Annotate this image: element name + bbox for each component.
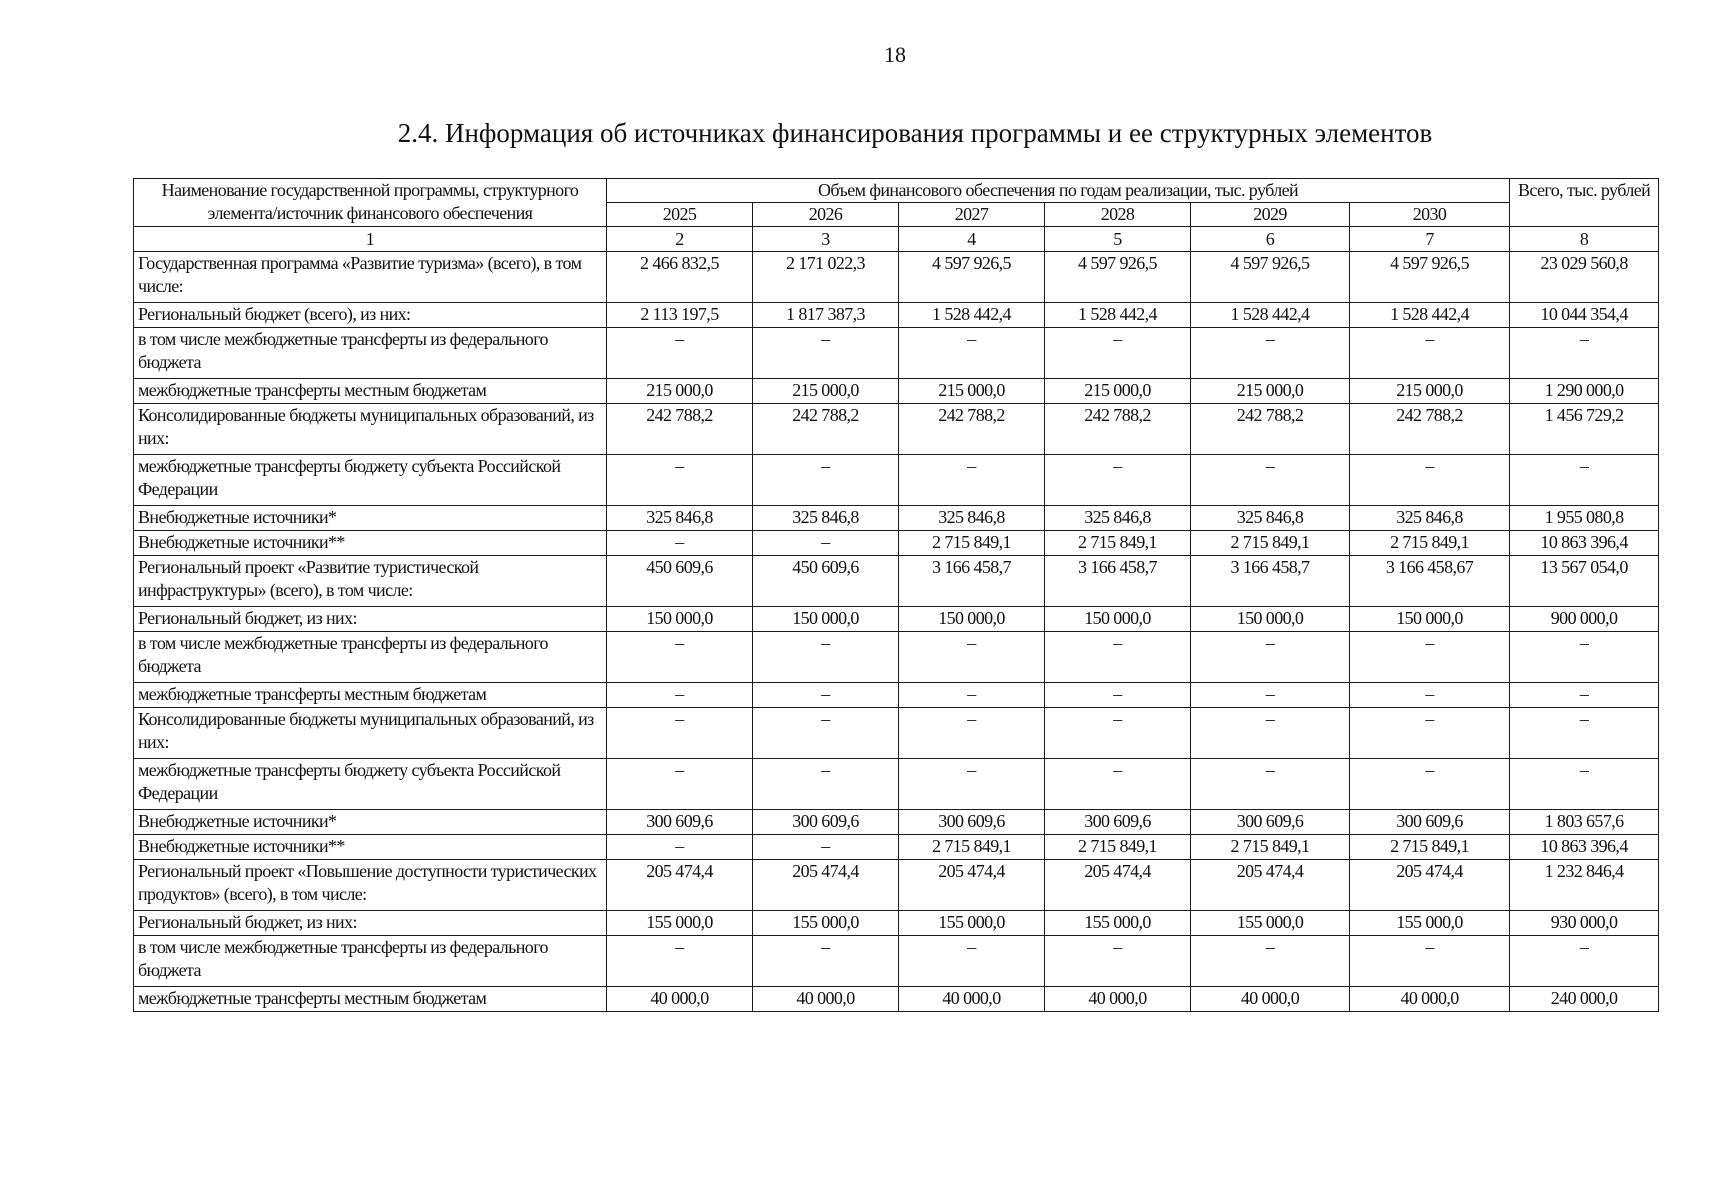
row-value-cell: 2 715 849,1 — [899, 835, 1045, 860]
row-total-cell: 240 000,0 — [1510, 987, 1659, 1012]
row-label: в том числе межбюджетные трансферты из федерального бюджета — [134, 632, 607, 683]
row-label: Региональный бюджет, из них: — [134, 607, 607, 632]
row-value-cell: 4 597 926,5 — [1191, 252, 1350, 303]
row-total-cell: 10 863 396,4 — [1510, 531, 1659, 556]
row-value-cell: 215 000,0 — [899, 379, 1045, 404]
table-row — [134, 759, 1659, 810]
row-total-cell: 10 863 396,4 — [1510, 835, 1659, 860]
row-value-cell: 155 000,0 — [1191, 911, 1350, 936]
page-number: 18 — [884, 42, 906, 67]
row-value-cell: 325 846,8 — [753, 506, 899, 531]
row-value-cell: – — [753, 328, 899, 379]
row-value-cell: 150 000,0 — [753, 607, 899, 632]
row-total-cell: – — [1510, 455, 1659, 506]
table-row — [134, 835, 1659, 860]
row-value-cell: 150 000,0 — [899, 607, 1045, 632]
table-row — [134, 303, 1659, 328]
row-value-cell: 150 000,0 — [1350, 607, 1510, 632]
column-number: 8 — [1510, 227, 1659, 252]
table-row — [134, 708, 1659, 759]
column-number: 4 — [899, 227, 1045, 252]
table-row — [134, 683, 1659, 708]
row-label: Консолидированные бюджеты муниципальных образований, из них: — [134, 404, 607, 455]
column-number: 5 — [1045, 227, 1191, 252]
row-value-cell: 325 846,8 — [899, 506, 1045, 531]
row-value-cell: – — [1350, 759, 1510, 810]
row-total-cell: 930 000,0 — [1510, 911, 1659, 936]
row-value-cell: 2 715 849,1 — [1045, 835, 1191, 860]
row-value-cell: – — [1191, 455, 1350, 506]
row-value-cell: 205 474,4 — [1045, 860, 1191, 911]
row-value-cell: 215 000,0 — [1045, 379, 1191, 404]
row-value-cell: 3 166 458,7 — [1045, 556, 1191, 607]
row-value-cell: – — [1350, 328, 1510, 379]
header-year: 2027 — [899, 203, 1045, 227]
row-total-cell: 1 803 657,6 — [1510, 810, 1659, 835]
header-year: 2028 — [1045, 203, 1191, 227]
row-value-cell: 4 597 926,5 — [1350, 252, 1510, 303]
row-value-cell: – — [899, 632, 1045, 683]
row-value-cell: – — [899, 759, 1045, 810]
row-value-cell: 3 166 458,67 — [1350, 556, 1510, 607]
row-label: Консолидированные бюджеты муниципальных образований, из них: — [134, 708, 607, 759]
row-value-cell: 40 000,0 — [1191, 987, 1350, 1012]
row-value-cell: 155 000,0 — [899, 911, 1045, 936]
row-value-cell: 2 715 849,1 — [1191, 531, 1350, 556]
header-total-column: Всего, тыс. рублей — [1510, 179, 1659, 227]
header-year: 2025 — [607, 203, 753, 227]
row-value-cell: 325 846,8 — [1350, 506, 1510, 531]
row-value-cell: 40 000,0 — [1045, 987, 1191, 1012]
column-number: 3 — [753, 227, 899, 252]
row-label: Внебюджетные источники** — [134, 835, 607, 860]
table-row — [134, 936, 1659, 987]
row-value-cell: – — [753, 632, 899, 683]
table-row — [134, 455, 1659, 506]
row-value-cell: 40 000,0 — [753, 987, 899, 1012]
row-value-cell: 155 000,0 — [753, 911, 899, 936]
table-row — [134, 911, 1659, 936]
row-value-cell: – — [899, 936, 1045, 987]
row-value-cell: – — [753, 683, 899, 708]
row-value-cell: – — [607, 683, 753, 708]
row-value-cell: 215 000,0 — [1191, 379, 1350, 404]
row-value-cell: – — [607, 708, 753, 759]
table-body — [134, 252, 1659, 1012]
row-value-cell: 215 000,0 — [1350, 379, 1510, 404]
row-label: Региональный проект «Повышение доступности туристических продуктов» (всего), в том числе: — [134, 860, 607, 911]
row-value-cell: – — [607, 328, 753, 379]
row-value-cell: – — [1350, 683, 1510, 708]
row-total-cell: 900 000,0 — [1510, 607, 1659, 632]
financing-table — [133, 178, 1659, 1012]
row-value-cell: 2 715 849,1 — [1350, 835, 1510, 860]
row-value-cell: 300 609,6 — [1045, 810, 1191, 835]
header-year: 2026 — [753, 203, 899, 227]
row-label: Региональный бюджет, из них: — [134, 911, 607, 936]
header-year: 2030 — [1350, 203, 1510, 227]
row-value-cell: – — [1350, 936, 1510, 987]
row-label: в том числе межбюджетные трансферты из федерального бюджета — [134, 328, 607, 379]
row-value-cell: 2 715 849,1 — [899, 531, 1045, 556]
table-row — [134, 607, 1659, 632]
row-value-cell: – — [1191, 683, 1350, 708]
row-value-cell: 155 000,0 — [607, 911, 753, 936]
table-row — [134, 632, 1659, 683]
table-row — [134, 531, 1659, 556]
row-value-cell: 2 113 197,5 — [607, 303, 753, 328]
row-label: межбюджетные трансферты бюджету субъекта Российской Федерации — [134, 455, 607, 506]
row-total-cell: 1 955 080,8 — [1510, 506, 1659, 531]
row-value-cell: – — [1045, 936, 1191, 987]
row-value-cell: 205 474,4 — [1191, 860, 1350, 911]
row-label: Внебюджетные источники* — [134, 810, 607, 835]
row-value-cell: 3 166 458,7 — [899, 556, 1045, 607]
row-total-cell: – — [1510, 936, 1659, 987]
row-total-cell: – — [1510, 683, 1659, 708]
row-value-cell: 205 474,4 — [753, 860, 899, 911]
row-value-cell: 2 171 022,3 — [753, 252, 899, 303]
row-total-cell: – — [1510, 708, 1659, 759]
row-value-cell: – — [1045, 683, 1191, 708]
row-value-cell: 3 166 458,7 — [1191, 556, 1350, 607]
row-value-cell: – — [607, 632, 753, 683]
row-label: Внебюджетные источники* — [134, 506, 607, 531]
table-row — [134, 506, 1659, 531]
row-value-cell: 242 788,2 — [1191, 404, 1350, 455]
row-total-cell: 1 456 729,2 — [1510, 404, 1659, 455]
row-value-cell: – — [1191, 759, 1350, 810]
column-number: 7 — [1350, 227, 1510, 252]
row-value-cell: – — [607, 936, 753, 987]
row-value-cell: – — [607, 531, 753, 556]
row-value-cell: – — [899, 683, 1045, 708]
row-value-cell: – — [753, 759, 899, 810]
row-value-cell: – — [899, 328, 1045, 379]
row-value-cell: – — [753, 835, 899, 860]
row-value-cell: – — [1045, 708, 1191, 759]
row-total-cell: 1 290 000,0 — [1510, 379, 1659, 404]
row-value-cell: 215 000,0 — [753, 379, 899, 404]
row-value-cell: 2 715 849,1 — [1350, 531, 1510, 556]
row-value-cell: 205 474,4 — [1350, 860, 1510, 911]
row-value-cell: 242 788,2 — [607, 404, 753, 455]
row-label: Региональный бюджет (всего), из них: — [134, 303, 607, 328]
row-value-cell: 325 846,8 — [1045, 506, 1191, 531]
row-total-cell: – — [1510, 328, 1659, 379]
row-value-cell: 1 528 442,4 — [899, 303, 1045, 328]
row-value-cell: 242 788,2 — [753, 404, 899, 455]
row-label: Региональный проект «Развитие туристической инфраструктуры» (всего), в том числе: — [134, 556, 607, 607]
row-value-cell: 325 846,8 — [607, 506, 753, 531]
row-value-cell: – — [1191, 708, 1350, 759]
row-label: межбюджетные трансферты местным бюджетам — [134, 987, 607, 1012]
row-value-cell: – — [1350, 708, 1510, 759]
row-total-cell: 1 232 846,4 — [1510, 860, 1659, 911]
table-row — [134, 810, 1659, 835]
column-number: 2 — [607, 227, 753, 252]
row-value-cell: – — [753, 708, 899, 759]
row-value-cell: – — [899, 708, 1045, 759]
row-label: в том числе межбюджетные трансферты из федерального бюджета — [134, 936, 607, 987]
row-value-cell: – — [607, 759, 753, 810]
table-row — [134, 556, 1659, 607]
row-value-cell: 242 788,2 — [1045, 404, 1191, 455]
row-value-cell: 450 609,6 — [753, 556, 899, 607]
row-value-cell: – — [1045, 759, 1191, 810]
row-label: межбюджетные трансферты местным бюджетам — [134, 379, 607, 404]
row-value-cell: – — [1045, 455, 1191, 506]
row-value-cell: 325 846,8 — [1191, 506, 1350, 531]
row-value-cell: 2 466 832,5 — [607, 252, 753, 303]
column-number: 1 — [134, 227, 607, 252]
row-value-cell: 205 474,4 — [607, 860, 753, 911]
row-value-cell: 40 000,0 — [1350, 987, 1510, 1012]
row-value-cell: 242 788,2 — [1350, 404, 1510, 455]
table-row — [134, 252, 1659, 303]
row-value-cell: 215 000,0 — [607, 379, 753, 404]
row-value-cell: 150 000,0 — [1191, 607, 1350, 632]
row-value-cell: 1 528 442,4 — [1045, 303, 1191, 328]
row-label: Внебюджетные источники** — [134, 531, 607, 556]
header-volume-group: Объем финансового обеспечения по годам реализации, тыс. рублей — [607, 179, 1510, 203]
row-value-cell: – — [753, 531, 899, 556]
row-value-cell: 300 609,6 — [899, 810, 1045, 835]
row-label: Государственная программа «Развитие туризма» (всего), в том числе: — [134, 252, 607, 303]
row-value-cell: 155 000,0 — [1045, 911, 1191, 936]
row-total-cell: – — [1510, 632, 1659, 683]
row-value-cell: 450 609,6 — [607, 556, 753, 607]
row-value-cell: 1 528 442,4 — [1350, 303, 1510, 328]
row-label: межбюджетные трансферты бюджету субъекта Российской Федерации — [134, 759, 607, 810]
row-value-cell: – — [753, 936, 899, 987]
row-value-cell: – — [1191, 632, 1350, 683]
row-value-cell: 155 000,0 — [1350, 911, 1510, 936]
row-value-cell: 205 474,4 — [899, 860, 1045, 911]
row-total-cell: 23 029 560,8 — [1510, 252, 1659, 303]
row-value-cell: 2 715 849,1 — [1045, 531, 1191, 556]
row-value-cell: – — [1191, 936, 1350, 987]
row-value-cell: – — [899, 455, 1045, 506]
row-value-cell: 300 609,6 — [753, 810, 899, 835]
row-value-cell: 300 609,6 — [1191, 810, 1350, 835]
table-row — [134, 987, 1659, 1012]
row-value-cell: 300 609,6 — [1350, 810, 1510, 835]
row-value-cell: 150 000,0 — [607, 607, 753, 632]
row-value-cell: 2 715 849,1 — [1191, 835, 1350, 860]
row-value-cell: 40 000,0 — [899, 987, 1045, 1012]
table-row — [134, 860, 1659, 911]
row-value-cell: – — [607, 455, 753, 506]
row-value-cell: 242 788,2 — [899, 404, 1045, 455]
row-value-cell: 300 609,6 — [607, 810, 753, 835]
row-value-cell: 1 528 442,4 — [1191, 303, 1350, 328]
row-value-cell: – — [1191, 328, 1350, 379]
section-title: 2.4. Информация об источниках финансирования программы и ее структурных элементов — [397, 118, 1433, 148]
row-value-cell: – — [1350, 455, 1510, 506]
row-value-cell: – — [1350, 632, 1510, 683]
row-value-cell: 40 000,0 — [607, 987, 753, 1012]
column-number: 6 — [1191, 227, 1350, 252]
table-row — [134, 328, 1659, 379]
table-row — [134, 379, 1659, 404]
row-total-cell: 13 567 054,0 — [1510, 556, 1659, 607]
header-name-column: Наименование государственной программы, структурного элемента/источник финансового обеспечения — [134, 179, 607, 227]
row-value-cell: – — [1045, 328, 1191, 379]
row-label: межбюджетные трансферты местным бюджетам — [134, 683, 607, 708]
row-value-cell: 4 597 926,5 — [899, 252, 1045, 303]
table-row — [134, 404, 1659, 455]
row-total-cell: 10 044 354,4 — [1510, 303, 1659, 328]
row-value-cell: 150 000,0 — [1045, 607, 1191, 632]
header-year: 2029 — [1191, 203, 1350, 227]
row-value-cell: 4 597 926,5 — [1045, 252, 1191, 303]
row-value-cell: – — [753, 455, 899, 506]
row-value-cell: 1 817 387,3 — [753, 303, 899, 328]
row-value-cell: – — [1045, 632, 1191, 683]
row-value-cell: – — [607, 835, 753, 860]
row-total-cell: – — [1510, 759, 1659, 810]
